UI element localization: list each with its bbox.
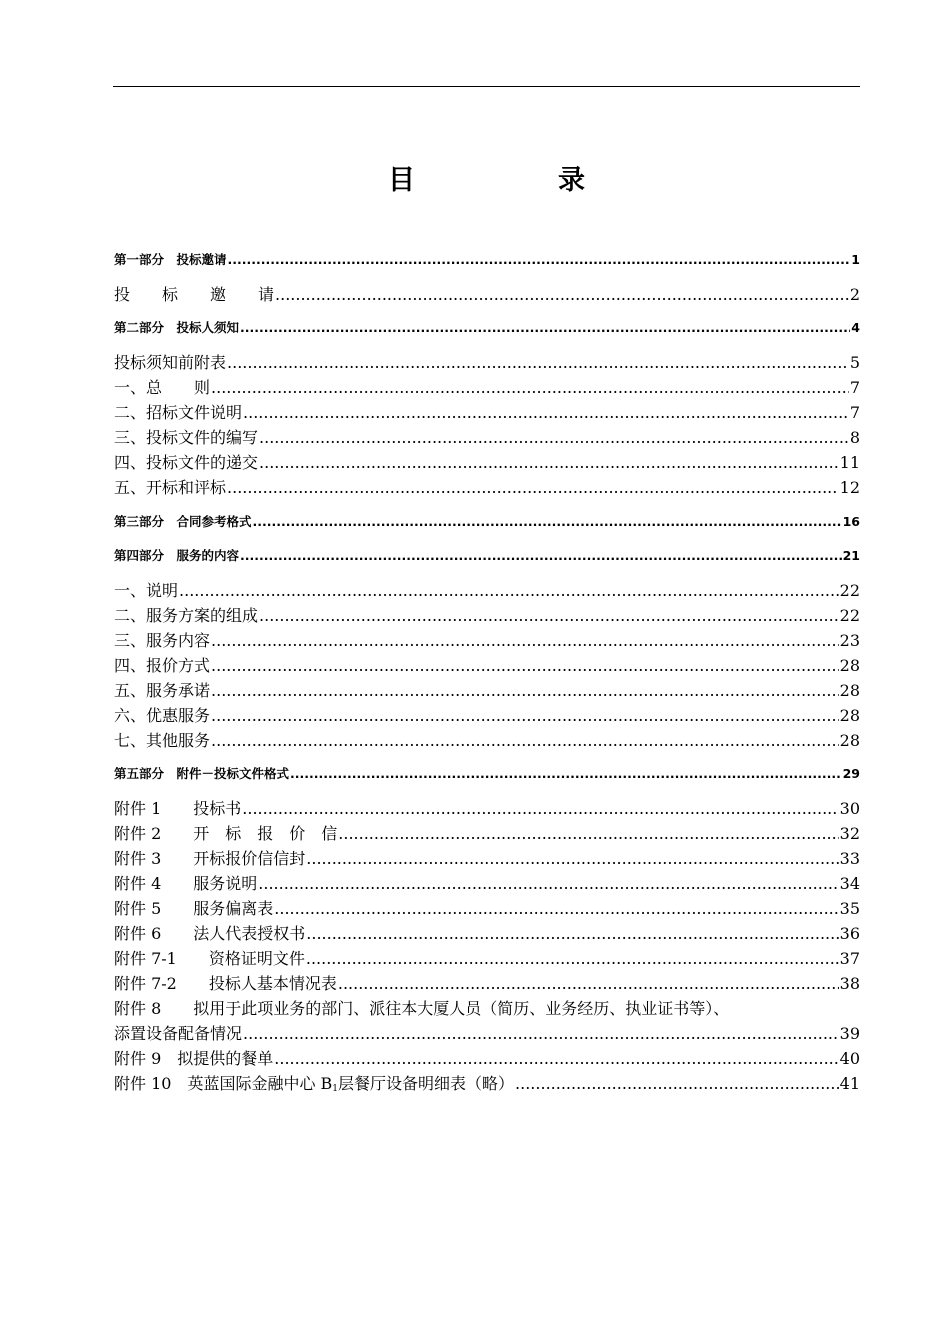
toc-page-number: 41 [839, 1074, 860, 1093]
dot-leader [306, 949, 839, 968]
toc-entry-label: 投标须知前附表 [114, 353, 227, 372]
toc-entry[interactable] [114, 1071, 860, 1094]
dot-leader [259, 606, 839, 625]
dot-leader [274, 1049, 838, 1068]
toc-entry[interactable] [114, 678, 860, 701]
toc-page-number: 22 [839, 581, 860, 600]
toc-part-entry[interactable] [114, 512, 860, 530]
toc-entry[interactable] [114, 871, 860, 894]
toc-entry-label: 附件 5 服务偏离表 [114, 899, 274, 918]
toc-entry-label-subscript: 1 [332, 1084, 339, 1094]
dot-leader [259, 453, 839, 472]
dot-leader [258, 874, 838, 893]
toc-entry-label: 五、开标和评标 [114, 478, 227, 497]
toc-part-entry[interactable] [114, 318, 860, 336]
toc-entry[interactable] [114, 796, 860, 819]
toc-entry-label: 添置设备配备情况 [114, 1024, 243, 1043]
toc-page-number: 35 [839, 899, 860, 918]
toc-entry[interactable] [114, 1021, 860, 1044]
dot-leader [211, 656, 839, 675]
dot-leader [338, 974, 839, 993]
dot-leader [211, 631, 839, 650]
toc-page-number: 33 [839, 849, 860, 868]
dot-leader [253, 514, 842, 529]
toc-entry-label: 附件 2 开 标 报 价 信 [114, 824, 338, 843]
toc-entry-label: 第一部分 投标邀请 [114, 252, 227, 267]
toc-entry-label: 第五部分 附件－投标文件格式 [114, 766, 290, 781]
dot-leader [515, 1074, 839, 1093]
dot-leader [227, 478, 839, 497]
dot-leader [338, 824, 838, 843]
toc-entry[interactable] [114, 896, 860, 919]
toc-page-number: 8 [849, 428, 860, 447]
toc-entry[interactable] [114, 946, 860, 969]
toc-entry[interactable] [114, 846, 860, 869]
toc-entry-label: 七、其他服务 [114, 731, 211, 750]
toc-page-number: 39 [839, 1024, 860, 1043]
toc-entry-label: 一、说明 [114, 581, 179, 600]
toc-entry[interactable] [114, 628, 860, 651]
dot-leader [243, 1024, 839, 1043]
toc-page-number: 37 [839, 949, 860, 968]
dot-leader [243, 403, 849, 422]
toc-entry-label: 三、投标文件的编写 [114, 428, 259, 447]
toc-page-number: 36 [839, 924, 860, 943]
toc-entry-label: 投 标 邀 请 [114, 285, 275, 304]
toc-entry-label: 四、报价方式 [114, 656, 211, 675]
toc-entry-label: 三、服务内容 [114, 631, 211, 650]
toc-part-entry[interactable] [114, 250, 860, 268]
toc-entry-label: 附件 7-2 投标人基本情况表 [114, 974, 337, 993]
toc-entry-label: 附件 1 投标书 [114, 799, 242, 818]
toc-entry[interactable] [114, 475, 860, 498]
toc-entry-label: 第三部分 合同参考格式 [114, 514, 252, 529]
page-title [0, 158, 950, 198]
dot-leader [275, 285, 849, 304]
toc-page-number: 21 [842, 548, 860, 563]
toc-part-entry[interactable] [114, 764, 860, 782]
toc-entry[interactable] [114, 728, 860, 751]
dot-leader [240, 548, 842, 563]
toc-entry-label: 附件 9 拟提供的餐单 [114, 1049, 274, 1068]
toc-entry-label: 附件 6 法人代表授权书 [114, 924, 306, 943]
dot-leader [306, 924, 838, 943]
dot-leader [274, 899, 838, 918]
toc-entry[interactable] [114, 450, 860, 473]
toc-page-number: 34 [839, 874, 860, 893]
toc-page-number: 7 [849, 378, 860, 397]
dot-leader [211, 731, 839, 750]
dot-leader [259, 428, 849, 447]
toc-entry-label: 六、优惠服务 [114, 706, 211, 725]
toc-part-entry[interactable] [114, 546, 860, 564]
dot-leader [211, 706, 839, 725]
toc-entry[interactable] [114, 971, 860, 994]
toc-entry[interactable] [114, 400, 860, 423]
toc-page-number: 5 [849, 353, 860, 372]
toc-page-number: 38 [839, 974, 860, 993]
toc-entry[interactable] [114, 425, 860, 448]
toc-entry[interactable] [114, 996, 860, 1019]
toc-entry-label: 二、招标文件说明 [114, 403, 243, 422]
toc-page-number: 28 [839, 656, 860, 675]
toc-entry[interactable] [114, 921, 860, 944]
dot-leader [242, 799, 838, 818]
dot-leader [227, 353, 849, 372]
toc-page-number: 29 [842, 766, 860, 781]
toc-entry[interactable] [114, 1046, 860, 1069]
title-char-left: 目 [388, 165, 415, 196]
dot-leader [228, 252, 851, 267]
dot-leader [290, 766, 842, 781]
toc-page-number: 32 [839, 824, 860, 843]
title-char-right: 录 [558, 165, 585, 196]
header-rule [113, 86, 860, 87]
toc-entry-label: 四、投标文件的递交 [114, 453, 259, 472]
toc-entry-label: 二、服务方案的组成 [114, 606, 259, 625]
toc-entry-label: 附件 3 开标报价信信封 [114, 849, 306, 868]
toc-entry-label: 附件 7-1 资格证明文件 [114, 949, 305, 968]
toc-entry-label: 附件 10 英蓝国际金融中心 $B_1$层餐厅设备明细表（略） [114, 1074, 515, 1094]
dot-leader [179, 581, 839, 600]
toc-page-number: 2 [849, 285, 860, 304]
toc-entry-label: 第二部分 投标人须知 [114, 320, 240, 335]
toc-entry-label: 附件 8 拟用于此项业务的部门、派往本大厦人员（简历、业务经历、执业证书等）、 [114, 999, 730, 1018]
toc-entry[interactable] [114, 603, 860, 626]
dot-leader [211, 378, 849, 397]
toc-entry[interactable] [114, 350, 860, 373]
toc-entry-label-tail: 层餐厅设备明细表（略） [338, 1074, 515, 1093]
toc-page-number: 30 [839, 799, 860, 818]
toc-entry[interactable] [114, 653, 860, 676]
toc-entry[interactable] [114, 821, 860, 844]
dot-leader [211, 681, 839, 700]
toc-page-number: 28 [839, 681, 860, 700]
toc-entry[interactable] [114, 578, 860, 601]
toc-entry-label: 附件 4 服务说明 [114, 874, 258, 893]
dot-leader [306, 849, 838, 868]
toc-page-number: 28 [839, 706, 860, 725]
toc-entry-label: 第四部分 服务的内容 [114, 548, 240, 563]
toc-page-number: 1 [851, 252, 860, 267]
toc-entry[interactable] [114, 282, 860, 305]
toc-page-number: 22 [839, 606, 860, 625]
toc-entry-label: 一、总 则 [114, 378, 211, 397]
toc-entry[interactable] [114, 375, 860, 398]
toc-page-number: 23 [839, 631, 860, 650]
toc-page-number: 11 [839, 453, 860, 472]
toc-page-number: 28 [839, 731, 860, 750]
toc-page-number: 4 [851, 320, 860, 335]
toc-entry[interactable] [114, 703, 860, 726]
toc-page-number: 40 [839, 1049, 860, 1068]
toc-page-number: 12 [839, 478, 860, 497]
toc-page-number: 7 [849, 403, 860, 422]
toc-page-number: 16 [842, 514, 860, 529]
toc-entry-label: 五、服务承诺 [114, 681, 211, 700]
dot-leader [240, 320, 850, 335]
